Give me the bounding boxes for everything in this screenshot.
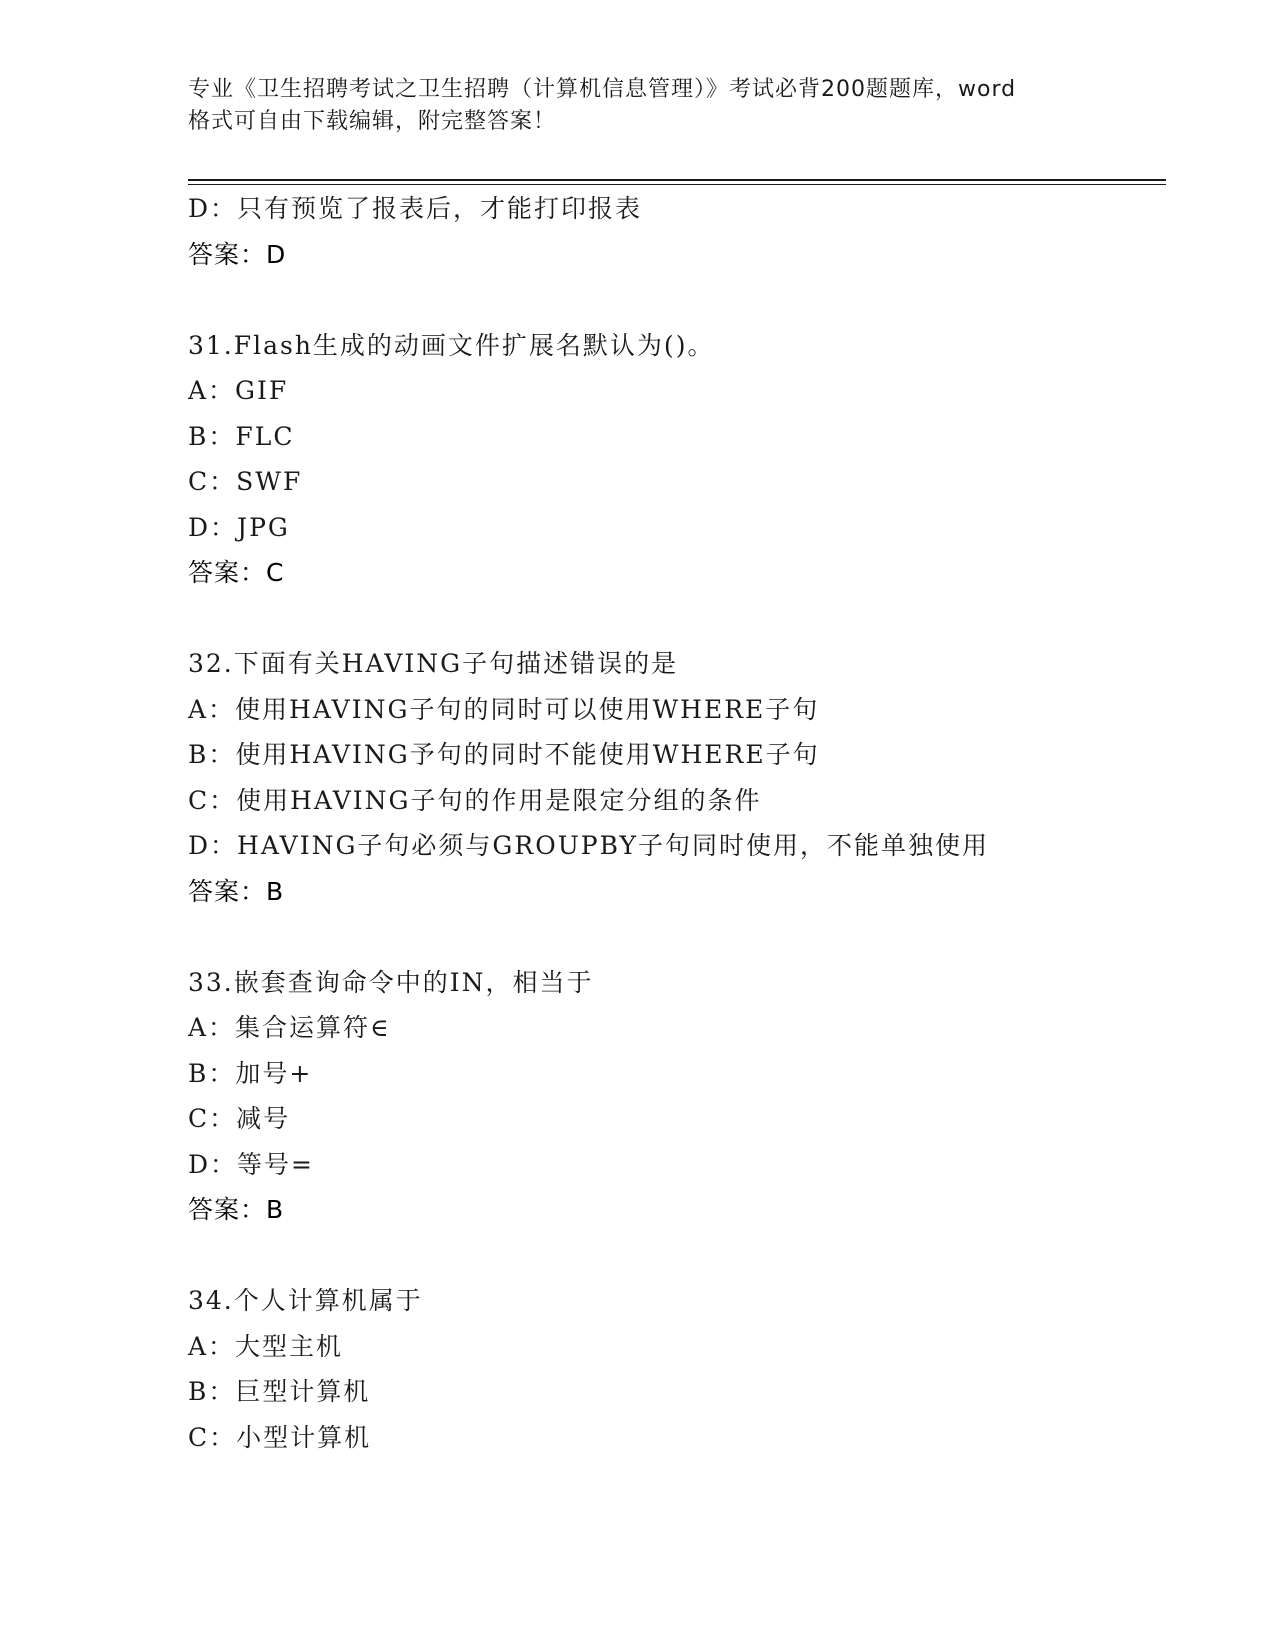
option-c: C：使用HAVING子句的作用是限定分组的条件	[188, 785, 762, 815]
option-d: D：等号=	[188, 1149, 314, 1179]
header-rule-thick	[188, 179, 1166, 181]
option-b: B：FLC	[188, 421, 295, 451]
question-block-31	[188, 323, 1168, 596]
question-stem: 34.个人计算机属于	[188, 1286, 423, 1315]
answer-line: 答案：B	[188, 876, 285, 906]
header-rule-thin	[188, 184, 1166, 185]
option-c: C：减号	[188, 1104, 291, 1133]
option-a: A：大型主机	[188, 1331, 344, 1361]
header-line-1: 专业《卫生招聘考试之卫生招聘（计算机信息管理）》考试必背200题题库，word	[188, 77, 1017, 102]
option-b: B：加号+	[188, 1058, 313, 1088]
question-stem: 33.嵌套查询命令中的IN，相当于	[188, 967, 594, 997]
option-c: C：小型计算机	[188, 1422, 372, 1452]
spacer	[188, 596, 1168, 642]
answer-line: 答案：D	[188, 239, 287, 269]
document-header	[188, 74, 1098, 138]
option-a: A：使用HAVING子句的同时可以使用WHERE子句	[188, 694, 820, 724]
question-block-30	[188, 186, 1168, 277]
answer-line: 答案：C	[188, 558, 285, 587]
option-b: B：使用HAVING予句的同时不能使用WHERE子句	[188, 740, 820, 769]
answer-line: 答案：B	[188, 1195, 285, 1224]
spacer	[188, 914, 1168, 960]
question-stem: 32.下面有关HAVING子句描述错误的是	[188, 649, 679, 678]
question-list	[188, 186, 1168, 1460]
option-d: D：JPG	[188, 512, 290, 542]
option-c: C：SWF	[188, 467, 303, 496]
option-b: B：巨型计算机	[188, 1377, 371, 1406]
question-block-32	[188, 641, 1168, 914]
spacer	[188, 277, 1168, 323]
option-a: A：集合运算符∈	[188, 1013, 391, 1042]
option-d: D：HAVING子句必须与GROUPBY子句同时使用，不能单独使用	[188, 831, 990, 860]
question-stem: 31.Flash生成的动画文件扩展名默认为()。	[188, 330, 715, 360]
option-a: A：GIF	[188, 376, 289, 405]
spacer	[188, 1233, 1168, 1279]
question-block-33	[188, 960, 1168, 1233]
header-line-2: 格式可自由下载编辑，附完整答案！	[188, 109, 557, 134]
option-d: D：只有预览了报表后，才能打印报表	[188, 194, 643, 223]
question-block-34	[188, 1278, 1168, 1460]
